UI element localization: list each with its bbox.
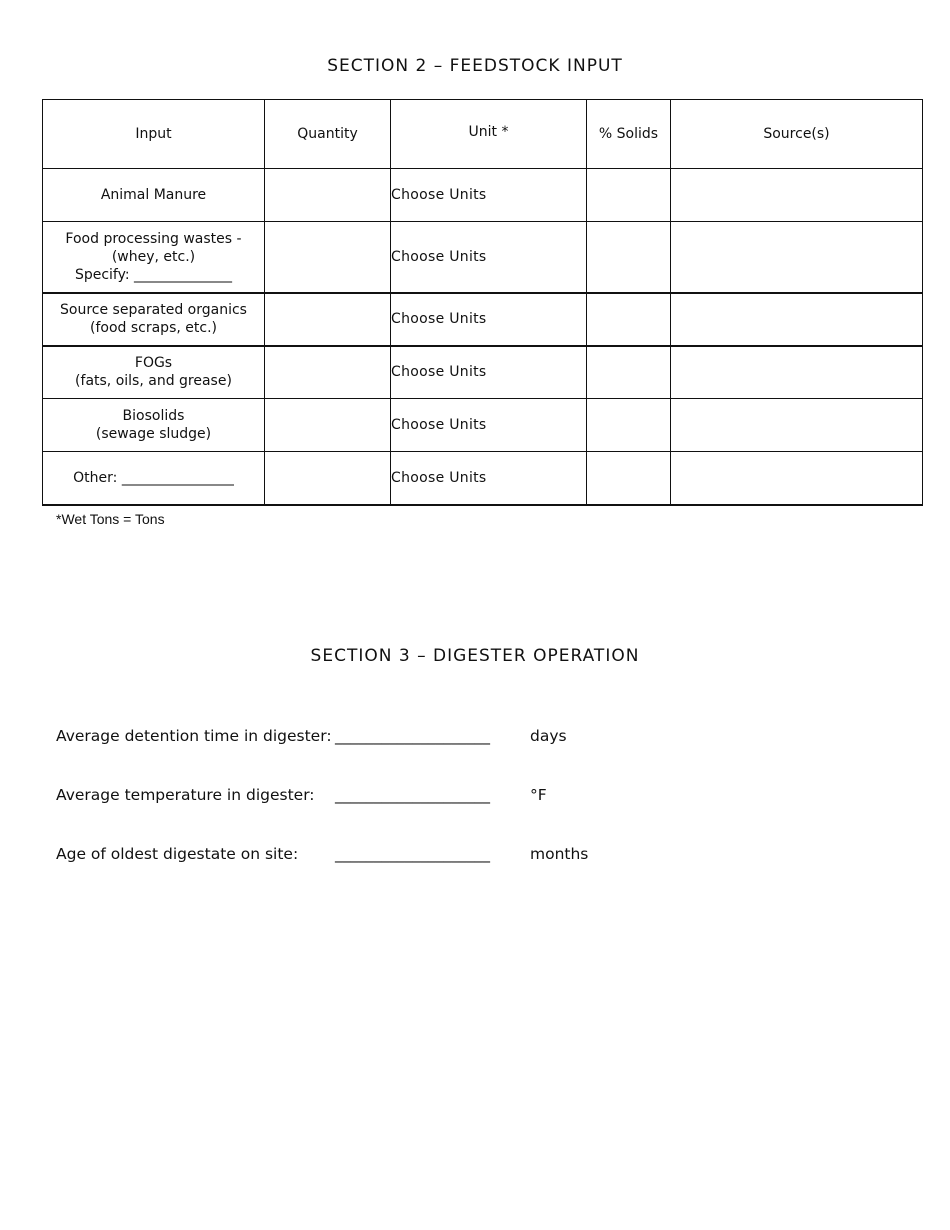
sources-field[interactable] [671,452,923,505]
quantity-field[interactable] [265,452,391,505]
header-unit: Unit * [391,100,587,169]
detention-time-field[interactable]: ____________________ [335,727,490,745]
quantity-field[interactable] [265,169,391,222]
solids-field[interactable] [587,169,671,222]
solids-field[interactable] [587,222,671,293]
input-label-other[interactable]: Other: ________________ [73,469,234,486]
table-row [43,169,923,222]
temperature-field[interactable]: ____________________ [335,786,490,804]
unit-select[interactable]: Choose Units [391,222,587,293]
detention-time-label: Average detention time in digester: [56,727,332,745]
unit-select[interactable]: Choose Units [391,346,587,399]
temperature-unit: °F [530,786,547,804]
input-label-line: (whey, etc.) [111,248,196,265]
unit-select[interactable]: Choose Units [391,399,587,452]
header-quantity: Quantity [265,100,391,169]
feedstock-table [42,99,923,506]
digestate-age-label: Age of oldest digestate on site: [56,845,299,863]
input-label [43,346,265,399]
input-label [43,293,265,346]
input-label-line: FOGs [134,355,173,372]
sources-field[interactable] [671,169,923,222]
unit-select[interactable]: Choose Units [391,169,587,222]
sources-field[interactable] [671,222,923,293]
header-sources: Source(s) [671,100,923,169]
solids-field[interactable] [587,399,671,452]
solids-field[interactable] [587,452,671,505]
input-label [43,169,265,222]
input-label-line: Animal Manure [100,187,207,203]
solids-field[interactable] [587,346,671,399]
input-label-line: (sewage sludge) [95,426,212,442]
quantity-field[interactable] [265,222,391,293]
digestate-age-field[interactable]: ____________________ [335,845,490,863]
sources-field[interactable] [671,346,923,399]
table-header-row [43,100,923,169]
table-row [43,293,923,346]
section-3-title: SECTION 3 – DIGESTER OPERATION [310,646,640,666]
quantity-field[interactable] [265,346,391,399]
table-row [43,346,923,399]
digestate-age-unit: months [530,845,589,863]
temperature-label: Average temperature in digester: [56,786,315,804]
input-label-line: (food scraps, etc.) [90,320,217,336]
sources-field[interactable] [671,399,923,452]
quantity-field[interactable] [265,293,391,346]
header-solids: % Solids [587,100,671,169]
table-row [43,399,923,452]
table-row [43,452,923,505]
solids-field[interactable] [587,293,671,346]
unit-select[interactable]: Choose Units [391,452,587,505]
header-input: Input [43,100,265,169]
input-label [43,452,265,505]
input-label-specify[interactable]: Specify: ______________ [74,266,233,283]
input-label-line: Food processing wastes - [65,230,242,247]
input-label [43,222,265,293]
input-label-line: Biosolids [122,408,185,424]
section-2-title: SECTION 2 – FEEDSTOCK INPUT [327,56,623,76]
table-row [43,222,923,293]
input-label [43,399,265,452]
input-label-line: Source separated organics [60,302,247,318]
quantity-field[interactable] [265,399,391,452]
sources-field[interactable] [671,293,923,346]
input-label-line: (fats, oils, and grease) [75,373,232,390]
unit-select[interactable]: Choose Units [391,293,587,346]
unit-footnote: *Wet Tons = Tons [56,511,165,527]
detention-time-unit: days [530,727,567,745]
